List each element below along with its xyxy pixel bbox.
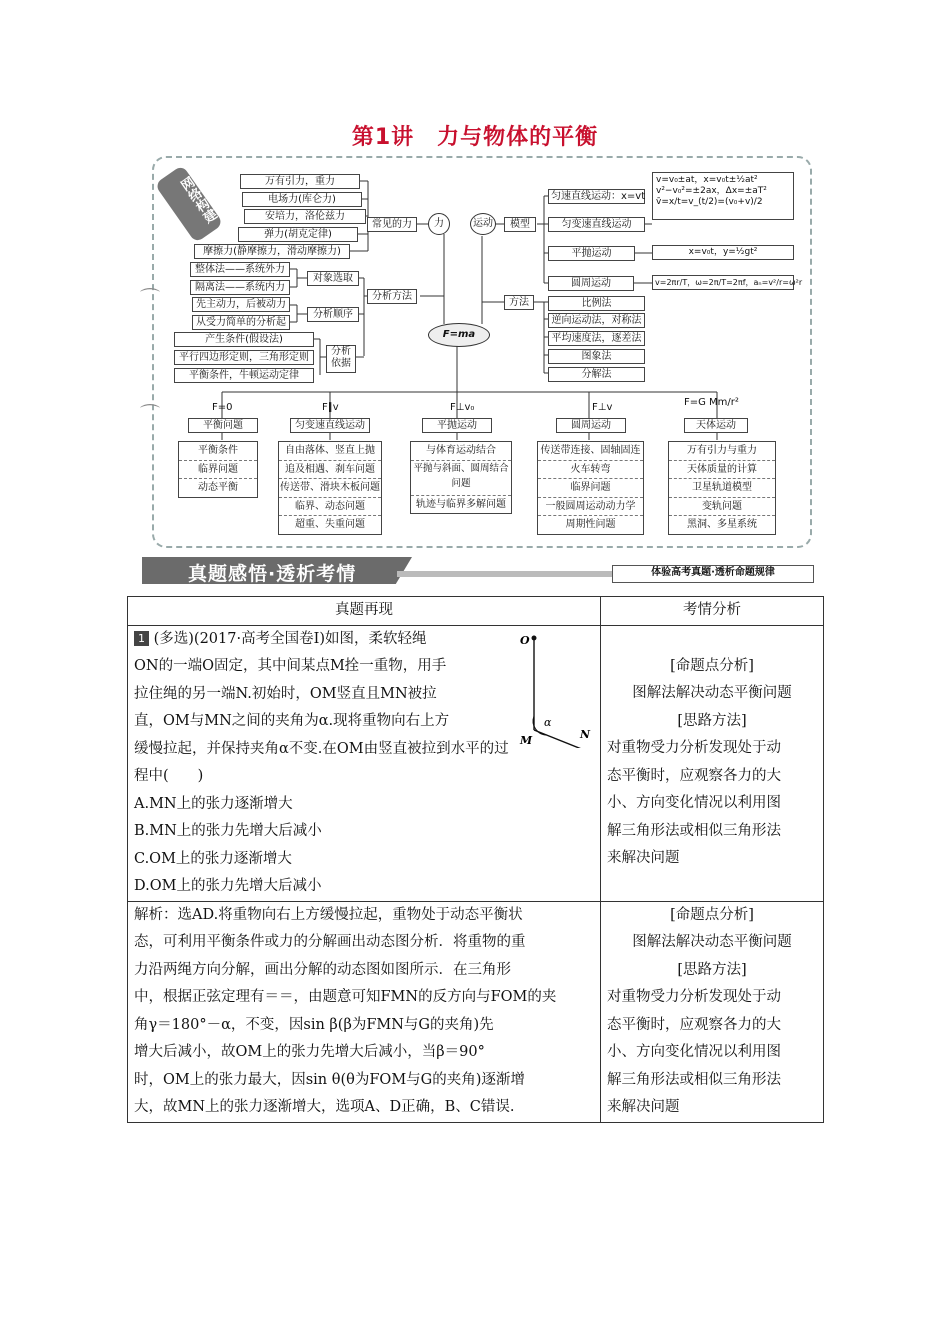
analysis-line: 小、方向变化情况以利用图 [607, 795, 781, 811]
model-uniform: 匀速直线运动：x=vt [548, 189, 645, 204]
wing-icon: ⌒ [140, 402, 160, 426]
parallelogram-rule: 平行四边形定则，三角形定则 [174, 350, 314, 365]
force-electric: 电场力(库仑力) [242, 192, 362, 207]
rope-figure [518, 628, 598, 748]
formula-line: v=v₀±at，x=v₀t±½at² [656, 175, 758, 185]
label-o: O [520, 633, 530, 647]
list-item: 自由落体、竖直上抛 [279, 442, 381, 461]
order-node: 分析顺序 [307, 307, 359, 322]
network-badge: 网络构建 [154, 165, 223, 243]
page-title: 第1讲 力与物体的平衡 [351, 125, 599, 150]
model-projectile: 平抛运动 [548, 246, 635, 261]
force-gravity: 万有引力，重力 [240, 174, 360, 189]
formula-projectile: x=v₀t，y=½gt² [652, 245, 794, 260]
analysis-line: 态平衡时，应观察各力的大 [607, 767, 781, 784]
solution-line: 中，根据正弦定理有＝＝，由题意可知FMN的反方向与FOM的夹 [134, 989, 557, 1005]
list-item: 黑洞、多星系统 [687, 519, 757, 530]
force-elastic: 弹力(胡克定律) [238, 227, 358, 242]
force-node: 力 [428, 213, 450, 235]
list-item: 传送带连接、固轴固连 [538, 442, 643, 461]
section-banner [142, 557, 814, 584]
method-reverse: 逆向运动法，对称法 [548, 313, 645, 328]
basis-node: 分析依据 [326, 345, 356, 373]
list-item: 万有引力与重力 [669, 442, 775, 461]
option-b: B.MN上的张力先增大后减小 [134, 823, 322, 839]
option-a: A.MN上的张力逐渐增大 [134, 795, 293, 812]
question-cell [128, 625, 601, 901]
formula-accel [652, 172, 794, 220]
simple-first: 从受力简单的分析起 [192, 315, 290, 330]
analysis-point: 图解法解决动态平衡问题 [632, 685, 792, 701]
model-circular: 圆周运动 [548, 276, 634, 291]
formula-circular: v=2πr/T，ω=2π/T=2πf，aₙ=v²/r=ω²r [652, 275, 794, 290]
cond-assume: 产生条件(假设法) [174, 332, 314, 347]
list-item: 动态平衡 [198, 482, 238, 493]
analysis-line: 对重物受力分析发现处于动 [607, 989, 781, 1005]
question-number: 1 [134, 631, 149, 646]
col-cond: F=0 [212, 402, 233, 413]
col-cond: F⊥v₀ [450, 402, 475, 413]
banner-title: 真题感悟·透析考情 [188, 563, 357, 585]
analysis-cell-2 [601, 901, 824, 1122]
list-item: 超重、失重问题 [295, 519, 365, 530]
analysis-method-node: 分析方法 [367, 289, 417, 304]
banner-subtitle: 体验高考真题·透析命题规律 [612, 565, 814, 583]
analysis-line: 来解决问题 [607, 1099, 680, 1115]
list-item: 平衡条件 [179, 442, 257, 461]
label-n: N [580, 727, 591, 741]
col-cond: F⊥v [592, 402, 613, 413]
method-decompose: 分解法 [548, 367, 645, 382]
solution-line: 时，OM上的张力最大，因sin θ(θ为FOM与G的夹角)逐渐增 [134, 1071, 525, 1088]
analysis-line: 解三角形法或相似三角形法 [607, 822, 781, 839]
question-text [134, 626, 514, 736]
q-line: 直，OM与MN之间的夹角为α.现将重物向右上方 [134, 713, 450, 729]
wing-icon: ⌒ [140, 286, 160, 310]
method-ratio: 比例法 [548, 296, 645, 311]
col-cond: F∥v [322, 402, 339, 413]
q-line: 程中( ) [134, 768, 204, 784]
list-item: 变轨问题 [669, 498, 775, 517]
q-line: (多选)(2017·高考全国卷Ⅰ)如图，柔软轻绳 [153, 630, 427, 647]
col-head: 匀变速直线运动 [290, 418, 370, 433]
q-line: 拉住绳的另一端N.初始时，OM竖直且MN被拉 [134, 685, 437, 702]
solution-line: 增大后减小，故OM上的张力先增大后减小，当β＝90° [134, 1044, 485, 1060]
active-force-first: 先主动力，后被动力 [192, 297, 290, 312]
col-list [537, 441, 644, 535]
analysis-line: 态平衡时，应观察各力的大 [607, 1016, 781, 1033]
col-cond: F=G Mm/r² [684, 397, 739, 408]
col-list [178, 441, 258, 498]
analysis-heading: [命题点分析] [670, 906, 754, 923]
method-graph: 图象法 [548, 349, 645, 364]
list-item: 临界问题 [179, 461, 257, 480]
list-item: 临界、动态问题 [279, 498, 381, 517]
list-item: 卫星轨道模型 [669, 479, 775, 498]
list-item: 天体质量的计算 [669, 461, 775, 480]
solution-line: 态，可利用平衡条件或力的分解画出动态图分析．将重物的重 [134, 934, 526, 950]
col-head: 平衡问题 [188, 418, 258, 433]
solution-line: 力沿两绳方向分解，画出分解的动态图如图所示．在三角形 [134, 961, 511, 978]
formula-line: v²−v₀²=±2ax，Δx=±aT² [656, 186, 767, 196]
q-line: ON的一端O固定，其中间某点M拴一重物，用手 [134, 658, 447, 674]
list-item: 与体育运动结合 [411, 442, 511, 461]
list-item: 周期性问题 [565, 519, 616, 530]
header-analysis: 考情分析 [601, 597, 824, 626]
analysis-cell-1 [601, 625, 824, 901]
col-list [668, 441, 776, 535]
select-object-node: 对象选取 [307, 271, 359, 286]
solution-cell [128, 901, 601, 1122]
option-d: D.OM上的张力先增大后减小 [134, 878, 322, 894]
analysis-heading: [思路方法] [677, 961, 747, 978]
list-item: 传送带、滑块木板问题 [279, 479, 381, 498]
isolate-method: 隔离法——系统内力 [190, 280, 290, 295]
whole-method: 整体法——系统外力 [190, 262, 290, 277]
solution-line: 解析：选AD.将重物向右上方缓慢拉起，重物处于动态平衡状 [134, 906, 523, 923]
model-accel: 匀变速直线运动 [548, 217, 645, 232]
list-item: 平抛与斜面、圆周结合问题 [411, 461, 511, 496]
list-item: 火车转弯 [538, 461, 643, 480]
model-node: 模型 [504, 217, 536, 232]
col-head: 天体运动 [684, 418, 748, 433]
question-text-wide [134, 733, 594, 901]
analysis-line: 解三角形法或相似三角形法 [607, 1071, 781, 1088]
col-head: 平抛运动 [422, 418, 492, 433]
analysis-heading: [命题点分析] [670, 657, 754, 674]
list-item: 临界问题 [538, 479, 643, 498]
col-list [410, 441, 512, 514]
solution-line: 大，故MN上的张力逐渐增大，选项A、D正确，B、C错误. [134, 1099, 515, 1115]
formula-line: v̄=x/t=v_(t/2)=(v₀+v)/2 [656, 197, 763, 207]
analysis-line: 来解决问题 [607, 850, 680, 866]
analysis-heading: [思路方法] [677, 712, 747, 729]
q-line: 缓慢拉起，并保持夹角α不变.在OM由竖直被拉到水平的过 [134, 740, 509, 757]
label-m: M [520, 733, 533, 747]
method-node: 方法 [504, 295, 534, 310]
analysis-line: 小、方向变化情况以利用图 [607, 1044, 781, 1060]
force-friction: 摩擦力(静摩擦力，滑动摩擦力) [194, 244, 350, 259]
label-alpha: α [544, 715, 552, 729]
header-real: 真题再现 [128, 597, 601, 626]
analysis-point: 图解法解决动态平衡问题 [632, 934, 792, 950]
motion-node: 运动 [470, 213, 496, 235]
list-item: 一般圆周运动动力学 [538, 498, 643, 517]
analysis-line: 对重物受力分析发现处于动 [607, 740, 781, 756]
list-item: 轨迹与临界多解问题 [416, 498, 506, 510]
col-head: 圆周运动 [556, 418, 626, 433]
method-average: 平均速度法，逐差法 [548, 331, 645, 346]
question-table [127, 596, 824, 1123]
force-ampere: 安培力，洛伦兹力 [244, 209, 366, 224]
solution-line: 角γ＝180°－α，不变，因sin β(β为FMN与G的夹角)先 [134, 1016, 494, 1033]
col-list [278, 441, 382, 535]
common-force-node: 常见的力 [367, 217, 417, 232]
list-item: 追及相遇、刹车问题 [279, 461, 381, 480]
option-c: C.OM上的张力逐渐增大 [134, 850, 292, 867]
newton-law: 平衡条件，牛顿运动定律 [174, 368, 314, 383]
center-fma: F=ma [428, 323, 490, 347]
